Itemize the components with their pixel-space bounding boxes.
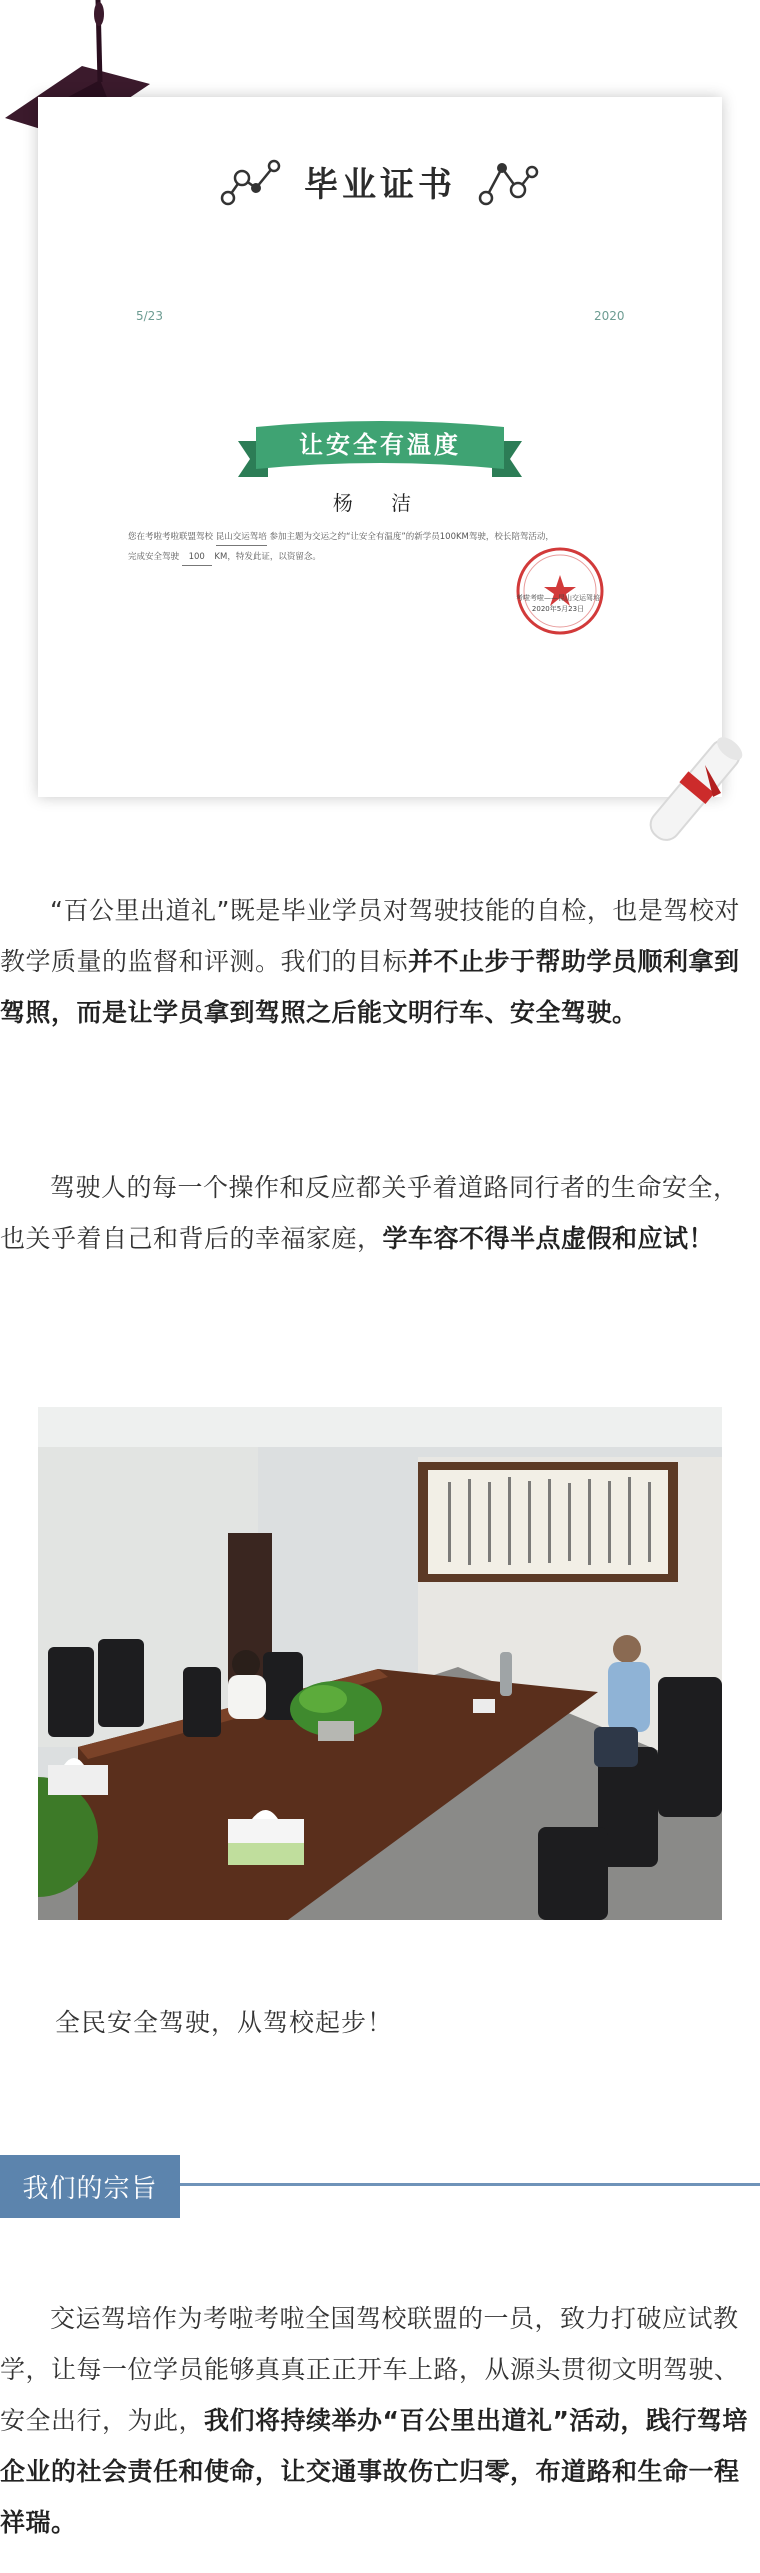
student-name: 杨 洁 <box>332 491 428 515</box>
paragraph-mission: 交运驾培作为考啦考啦全国驾校联盟的一员，致力打破应试教学，让每一位学员能够真真正正开车上路，从源头贯彻文明驾驶、安全出行，为此，我们将持续举办“百公里出道礼”活动，践行驾培企业的社会责任和使命，让交通事故伤亡归零，布道路和生命一程祥瑞。 <box>0 2304 748 2537</box>
certificate-body-line-2: 完成安全驾驶 100 KM，特发此证，以资留念。 <box>128 549 658 566</box>
certificate-title: 毕业证书 <box>304 165 456 205</box>
section-divider <box>180 2183 760 2186</box>
km-blank: 100 <box>182 549 212 566</box>
paragraph-graduation-purpose: “百公里出道礼”既是毕业学员对驾驶技能的自检，也是驾校对教学质量的监督和评测。我们的目标并不止步于帮助学员顺利拿到驾照，而是让学员拿到驾照之后能文明行车、安全驾驶。 <box>0 896 740 1027</box>
molecule-node-icon <box>220 158 282 206</box>
official-seal <box>514 545 606 637</box>
meeting-room-photo <box>38 1407 722 1920</box>
certificate-title-row <box>38 157 722 206</box>
section-header-mission: 我们的宗旨 <box>0 2155 180 2218</box>
certificate-body-line-1: 您在考啦考啦联盟驾校 昆山交运驾培 参加主题为交运之约“让安全有温度”的新学员100KM驾驶，校长陪驾活动， <box>128 529 658 546</box>
certificate-date-left: 5/23 <box>136 309 163 323</box>
certificate-date-right: 2020 <box>594 309 625 323</box>
paragraph-driving-safety: 驾驶人的每一个操作和反应都关乎着道路同行者的生命安全，也关乎着自己和背后的幸福家庭，学车容不得半点虚假和应试！ <box>0 1173 739 1253</box>
school-blank: 昆山交运驾培 <box>216 529 267 546</box>
diploma-scroll-icon <box>625 705 760 875</box>
slogan-text: 全民安全驾驶，从驾校起步！ <box>55 2008 394 2037</box>
certificate-card <box>38 97 722 797</box>
molecule-node-icon <box>478 158 540 206</box>
ribbon-text: 让安全有温度 <box>299 430 461 459</box>
signature-block: 考啦考啦——昆山交运驾培 2020年5月23日 <box>516 594 600 613</box>
